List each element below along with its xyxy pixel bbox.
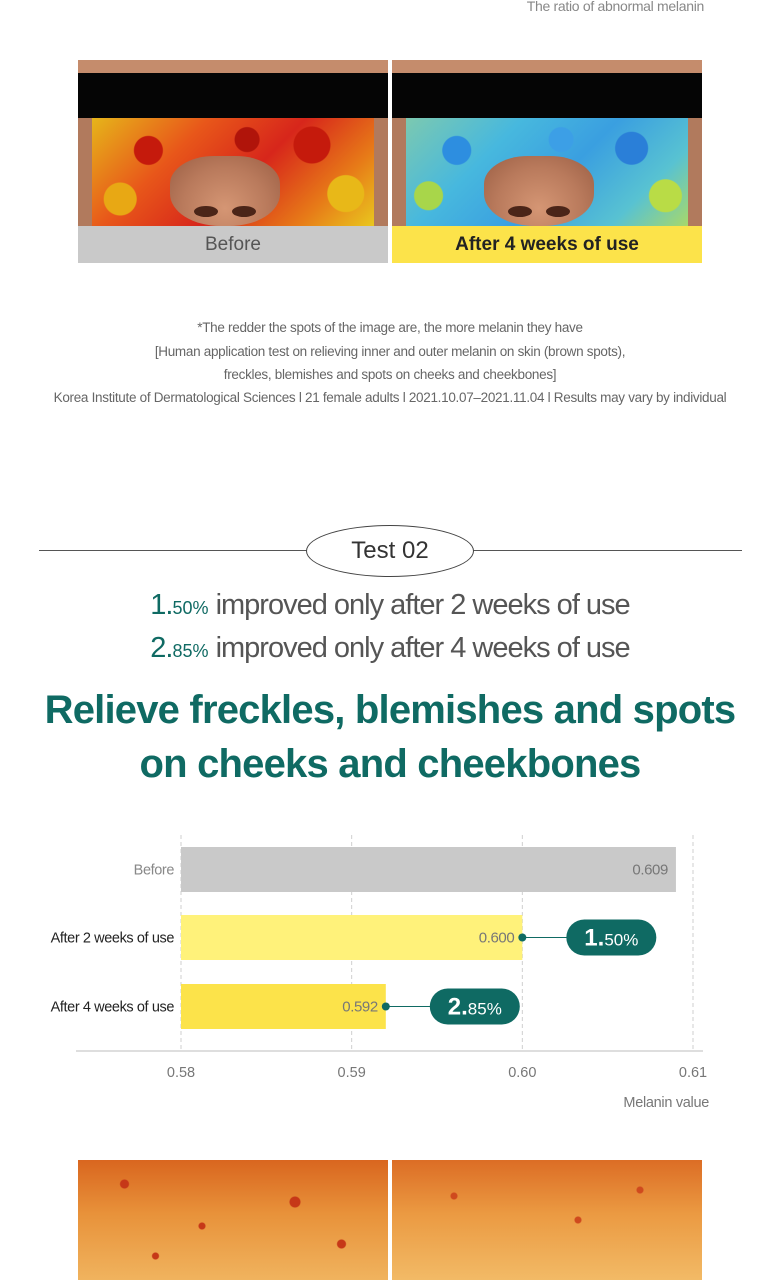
- category-label: After 4 weeks of use: [50, 999, 174, 1016]
- before-label: Before: [78, 226, 388, 263]
- tick-label: 0.60: [508, 1065, 537, 1081]
- tick-label: 0.59: [337, 1065, 366, 1081]
- improvement-num: 1.: [150, 589, 173, 621]
- value-label: 0.600: [478, 929, 515, 947]
- note-line: [Human application test on relieving inner and outer melanin on skin (brown spots),: [154, 344, 626, 359]
- improvement-pct: 50%: [172, 598, 209, 618]
- before-thermal-photo: [78, 60, 388, 226]
- improvement-pct: 85%: [172, 641, 209, 661]
- improvement-text: improved only after 2 weeks of use: [208, 589, 630, 621]
- improvement-line-2: [0, 632, 780, 665]
- after-thermal-photo: [392, 60, 702, 226]
- bar: [181, 915, 522, 960]
- note-line: Korea Institute of Dermatological Sciences l 21 female adults l 2021.10.07–2021.11.04 l Results may vary by individual: [53, 390, 727, 405]
- melanin-bar-chart: [0, 820, 780, 1120]
- improvement-line-1: [0, 589, 780, 622]
- test-label-pill: Test 02: [306, 525, 474, 577]
- before-skin-photo: [78, 1160, 388, 1280]
- divider-right: [472, 550, 742, 551]
- value-label: 0.609: [632, 861, 668, 879]
- bar: [181, 847, 676, 892]
- after-label: After 4 weeks of use: [392, 226, 702, 263]
- headline-line-2: on cheeks and cheekbones: [139, 742, 641, 786]
- note-line: freckles, blemishes and spots on cheeks and cheekbones]: [223, 367, 557, 382]
- category-label: After 2 weeks of use: [50, 930, 174, 947]
- improvement-text: improved only after 4 weeks of use: [208, 632, 630, 664]
- nose-shape: [484, 156, 594, 226]
- tick-label: 0.58: [166, 1065, 196, 1081]
- improvement-num: 2.: [150, 632, 173, 664]
- badge-text: 2.85%: [447, 993, 502, 1021]
- after-skin-photo: [392, 1160, 702, 1280]
- divider-left: [39, 550, 307, 551]
- category-label: Before: [133, 862, 174, 879]
- x-axis-label: Melanin value: [623, 1095, 709, 1111]
- tick-label: 0.61: [678, 1065, 708, 1081]
- headline-line-1: Relieve freckles, blemishes and spots: [44, 688, 736, 732]
- badge-dot: [518, 934, 526, 942]
- note-line: *The redder the spots of the image are, the more melanin they have: [197, 320, 583, 335]
- value-label: 0.592: [342, 998, 378, 1016]
- nose-shape: [170, 156, 280, 226]
- badge-dot: [382, 1003, 390, 1011]
- badge-text: 1.50%: [584, 924, 639, 952]
- ratio-caption: The ratio of abnormal melanin: [526, 0, 704, 14]
